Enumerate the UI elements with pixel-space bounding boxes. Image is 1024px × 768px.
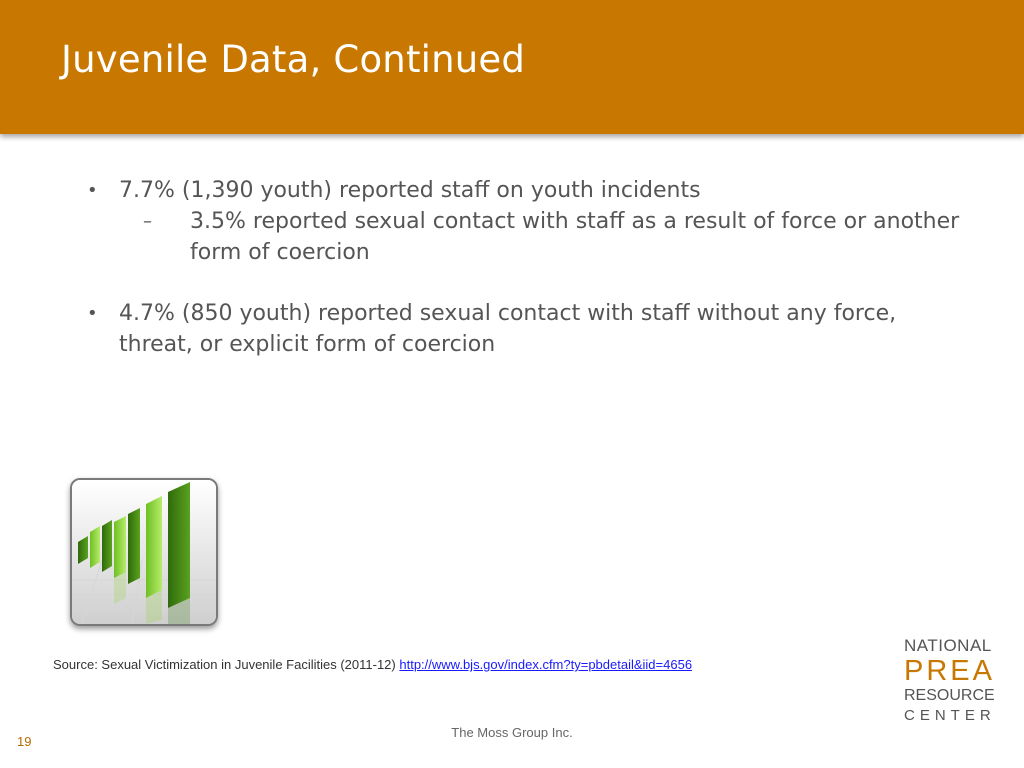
- bullet-text: 4.7% (850 youth) reported sexual contact with staff without any force, threat, or explicit form of coercion: [119, 301, 897, 357]
- chart-bar: [168, 482, 190, 608]
- bullet-item: [87, 298, 939, 360]
- logo-line-resource: RESOURCE: [904, 687, 995, 704]
- bar-chart-graphic: [72, 480, 216, 624]
- sub-bullet-mark: –: [143, 211, 152, 232]
- slide-number: 19: [17, 734, 32, 749]
- bullet-item: [87, 175, 859, 206]
- prea-logo: [904, 636, 1004, 726]
- chart-bar: [146, 496, 162, 598]
- source-link[interactable]: http://www.bjs.gov/index.cfm?ty=pbdetail&iid=4656: [399, 657, 693, 672]
- logo-line-center: CENTER: [904, 707, 996, 724]
- chart-bar: [128, 508, 140, 584]
- sub-bullet-text: 3.5% reported sexual contact with staff as a result of force or another form of coercion: [190, 209, 960, 265]
- chart-bar: [90, 526, 100, 568]
- chart-bar: [102, 520, 112, 572]
- slide-title: Juvenile Data, Continued: [61, 38, 526, 81]
- source-label: Source: Sexual Victimization in Juvenile Facilities (2011-12): [53, 657, 396, 672]
- bar-chart-icon: [70, 478, 218, 626]
- source-citation: [53, 657, 692, 672]
- bullet-mark: •: [87, 303, 98, 324]
- logo-line-national: NATIONAL: [904, 636, 992, 655]
- logo-line-prea: PREA: [904, 655, 995, 687]
- footer-text: The Moss Group Inc.: [451, 725, 573, 740]
- sub-bullet-item: [143, 206, 970, 268]
- bullet-text: 7.7% (1,390 youth) reported staff on youth incidents: [119, 178, 701, 203]
- bullet-mark: •: [87, 180, 98, 201]
- chart-bar: [114, 516, 126, 578]
